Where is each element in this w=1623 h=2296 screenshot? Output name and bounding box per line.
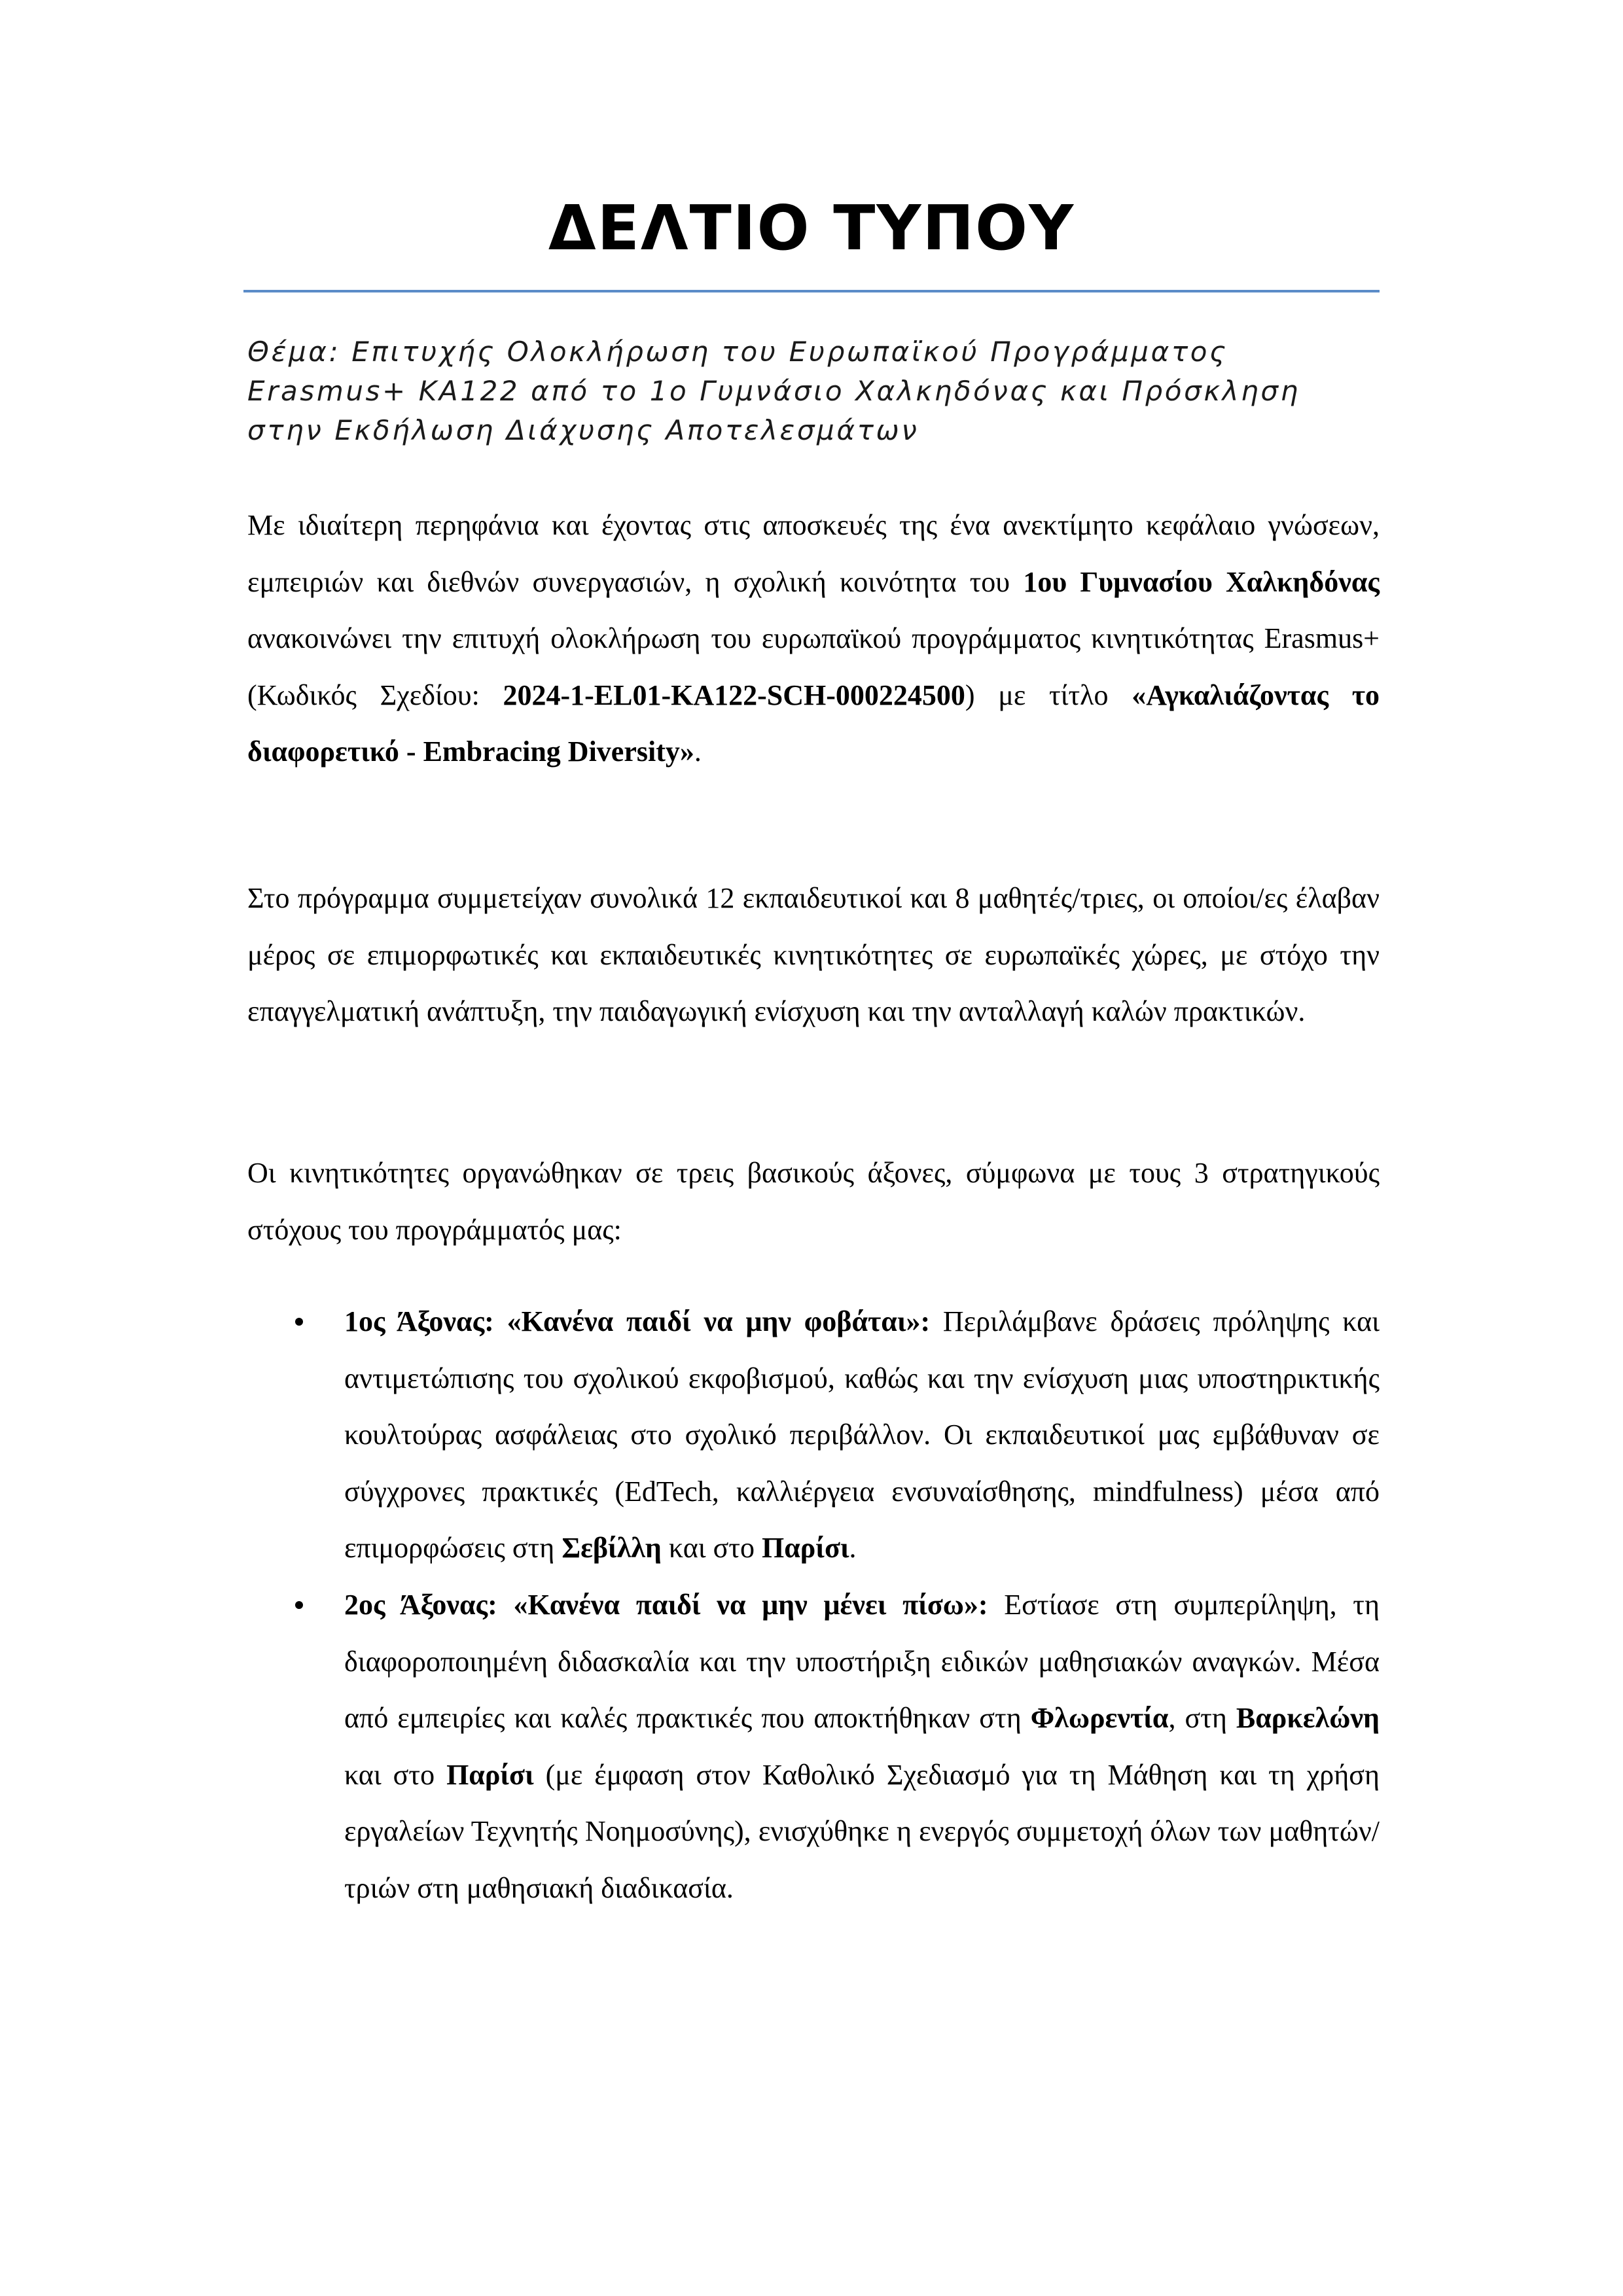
axis-heading: 1ος Άξονας: «Κανένα παιδί να μην φοβάται»: <box>344 1305 931 1337</box>
bullet-icon <box>295 1601 303 1609</box>
school-name: 1ου Γυμνασίου Χαλκηδόνας <box>1023 565 1380 598</box>
text-run: . <box>849 1532 857 1564</box>
text-run: Με ιδιαίτερη περηφάνια και έχοντας στις αποσκευές της ένα ανεκτίμητο κεφάλαιο γνώσεων, εμπειριών και διεθνών συνεργασιών, η σχολική κοινότητα του <box>247 509 1380 598</box>
project-title: «Αγκαλιάζοντας το διαφορετικό - Embracing Diversity» <box>247 679 1380 768</box>
city-name: Παρίσι <box>762 1532 849 1564</box>
paragraph-participants: Στο πρόγραμμα συμμετείχαν συνολικά 12 εκπαιδευτικοί και 8 μαθητές/τριες, οι οποίοι/ες έλαβαν μέρος σε επιμορφωτικές και εκπαιδευτικές κινητικότητες σε ευρωπαϊκές χώρες, με στόχο την επαγγελματική ανάπτυξη, την παιδαγωγική ενίσχυση και την ανταλλαγή καλών πρακτικών. <box>247 882 1380 1028</box>
bullet-icon <box>295 1318 303 1326</box>
text-run: Εστίασε στη συμπερίληψη, τη διαφοροποιημένη διδασκαλία και την υποστήριξη ειδικών μαθησιακών αναγκών. Μέσα από εμπειρίες και καλές πρακτικές που αποκτήθηκαν στη <box>344 1588 1380 1735</box>
city-name: Βαρκελώνη <box>1236 1702 1380 1735</box>
project-code: 2024-1-EL01-KA122-SCH-000224500 <box>503 679 965 711</box>
page-title: ΔΕΛΤΙΟ ΤΥΠΟΥ <box>548 193 1075 264</box>
text-run: ανακοινώνει την επιτυχή ολοκλήρωση του ευρωπαϊκού προγράμματος κινητικότητας Erasmus+ (Κωδικός Σχεδίου: <box>247 622 1380 711</box>
axes-list <box>247 1294 1380 1917</box>
text-run: . <box>694 735 702 768</box>
text-run: Περιλάμβανε δράσεις πρόληψης και αντιμετώπισης του σχολικού εκφοβισμού, καθώς και την ενίσχυση μιας υποστηρικτικής κουλτούρας ασφάλειας στο σχολικό περιβάλλον. Οι εκπαιδευτικοί μας εμβάθυναν σε σύγχρονες πρακτικές (EdTech, καλλιέργεια ενσυναίσθησης, mindfulness) μέσα από επιμορφώσεις στη <box>344 1305 1380 1564</box>
paragraph-announcement <box>247 497 1380 781</box>
city-name: Σεβίλλη <box>562 1532 662 1564</box>
text-run: , στη <box>1168 1702 1236 1735</box>
text-run: ) με τίτλο <box>965 679 1132 711</box>
list-item <box>247 1294 1380 1577</box>
text-run: (με έμφαση στον Καθολικό Σχεδιασμό για τη Μάθηση και τη χρήση εργαλείων Τεχνητής Νοημοσύνης), ενισχύθηκε η ενεργός συμμετοχή όλων των μαθητών/τριών στη μαθησιακή διαδικασία. <box>344 1758 1380 1904</box>
list-item <box>247 1577 1380 1917</box>
city-name: Παρίσι <box>446 1758 534 1791</box>
axis-heading: 2ος Άξονας: «Κανένα παιδί να μην μένει πίσω»: <box>344 1588 988 1621</box>
paragraph-axes-intro: Οι κινητικότητες οργανώθηκαν σε τρεις βασικούς άξονες, σύμφωνα με τους 3 στρατηγικούς στόχους του προγράμματός μας: <box>247 1157 1380 1246</box>
subject-line: Θέμα: Επιτυχής Ολοκλήρωση του Ευρωπαϊκού Προγράμματος Erasmus+ ΚΑ122 από το 1ο Γυμνάσιο Χαλκηδόνας και Πρόσκληση στην Εκδήλωση Διάχυσης Αποτελεσμάτων <box>247 336 1300 446</box>
title-divider <box>243 290 1380 292</box>
city-name: Φλωρεντία <box>1030 1702 1169 1735</box>
text-run: και στο <box>344 1758 447 1791</box>
text-run: και στο <box>661 1532 762 1564</box>
